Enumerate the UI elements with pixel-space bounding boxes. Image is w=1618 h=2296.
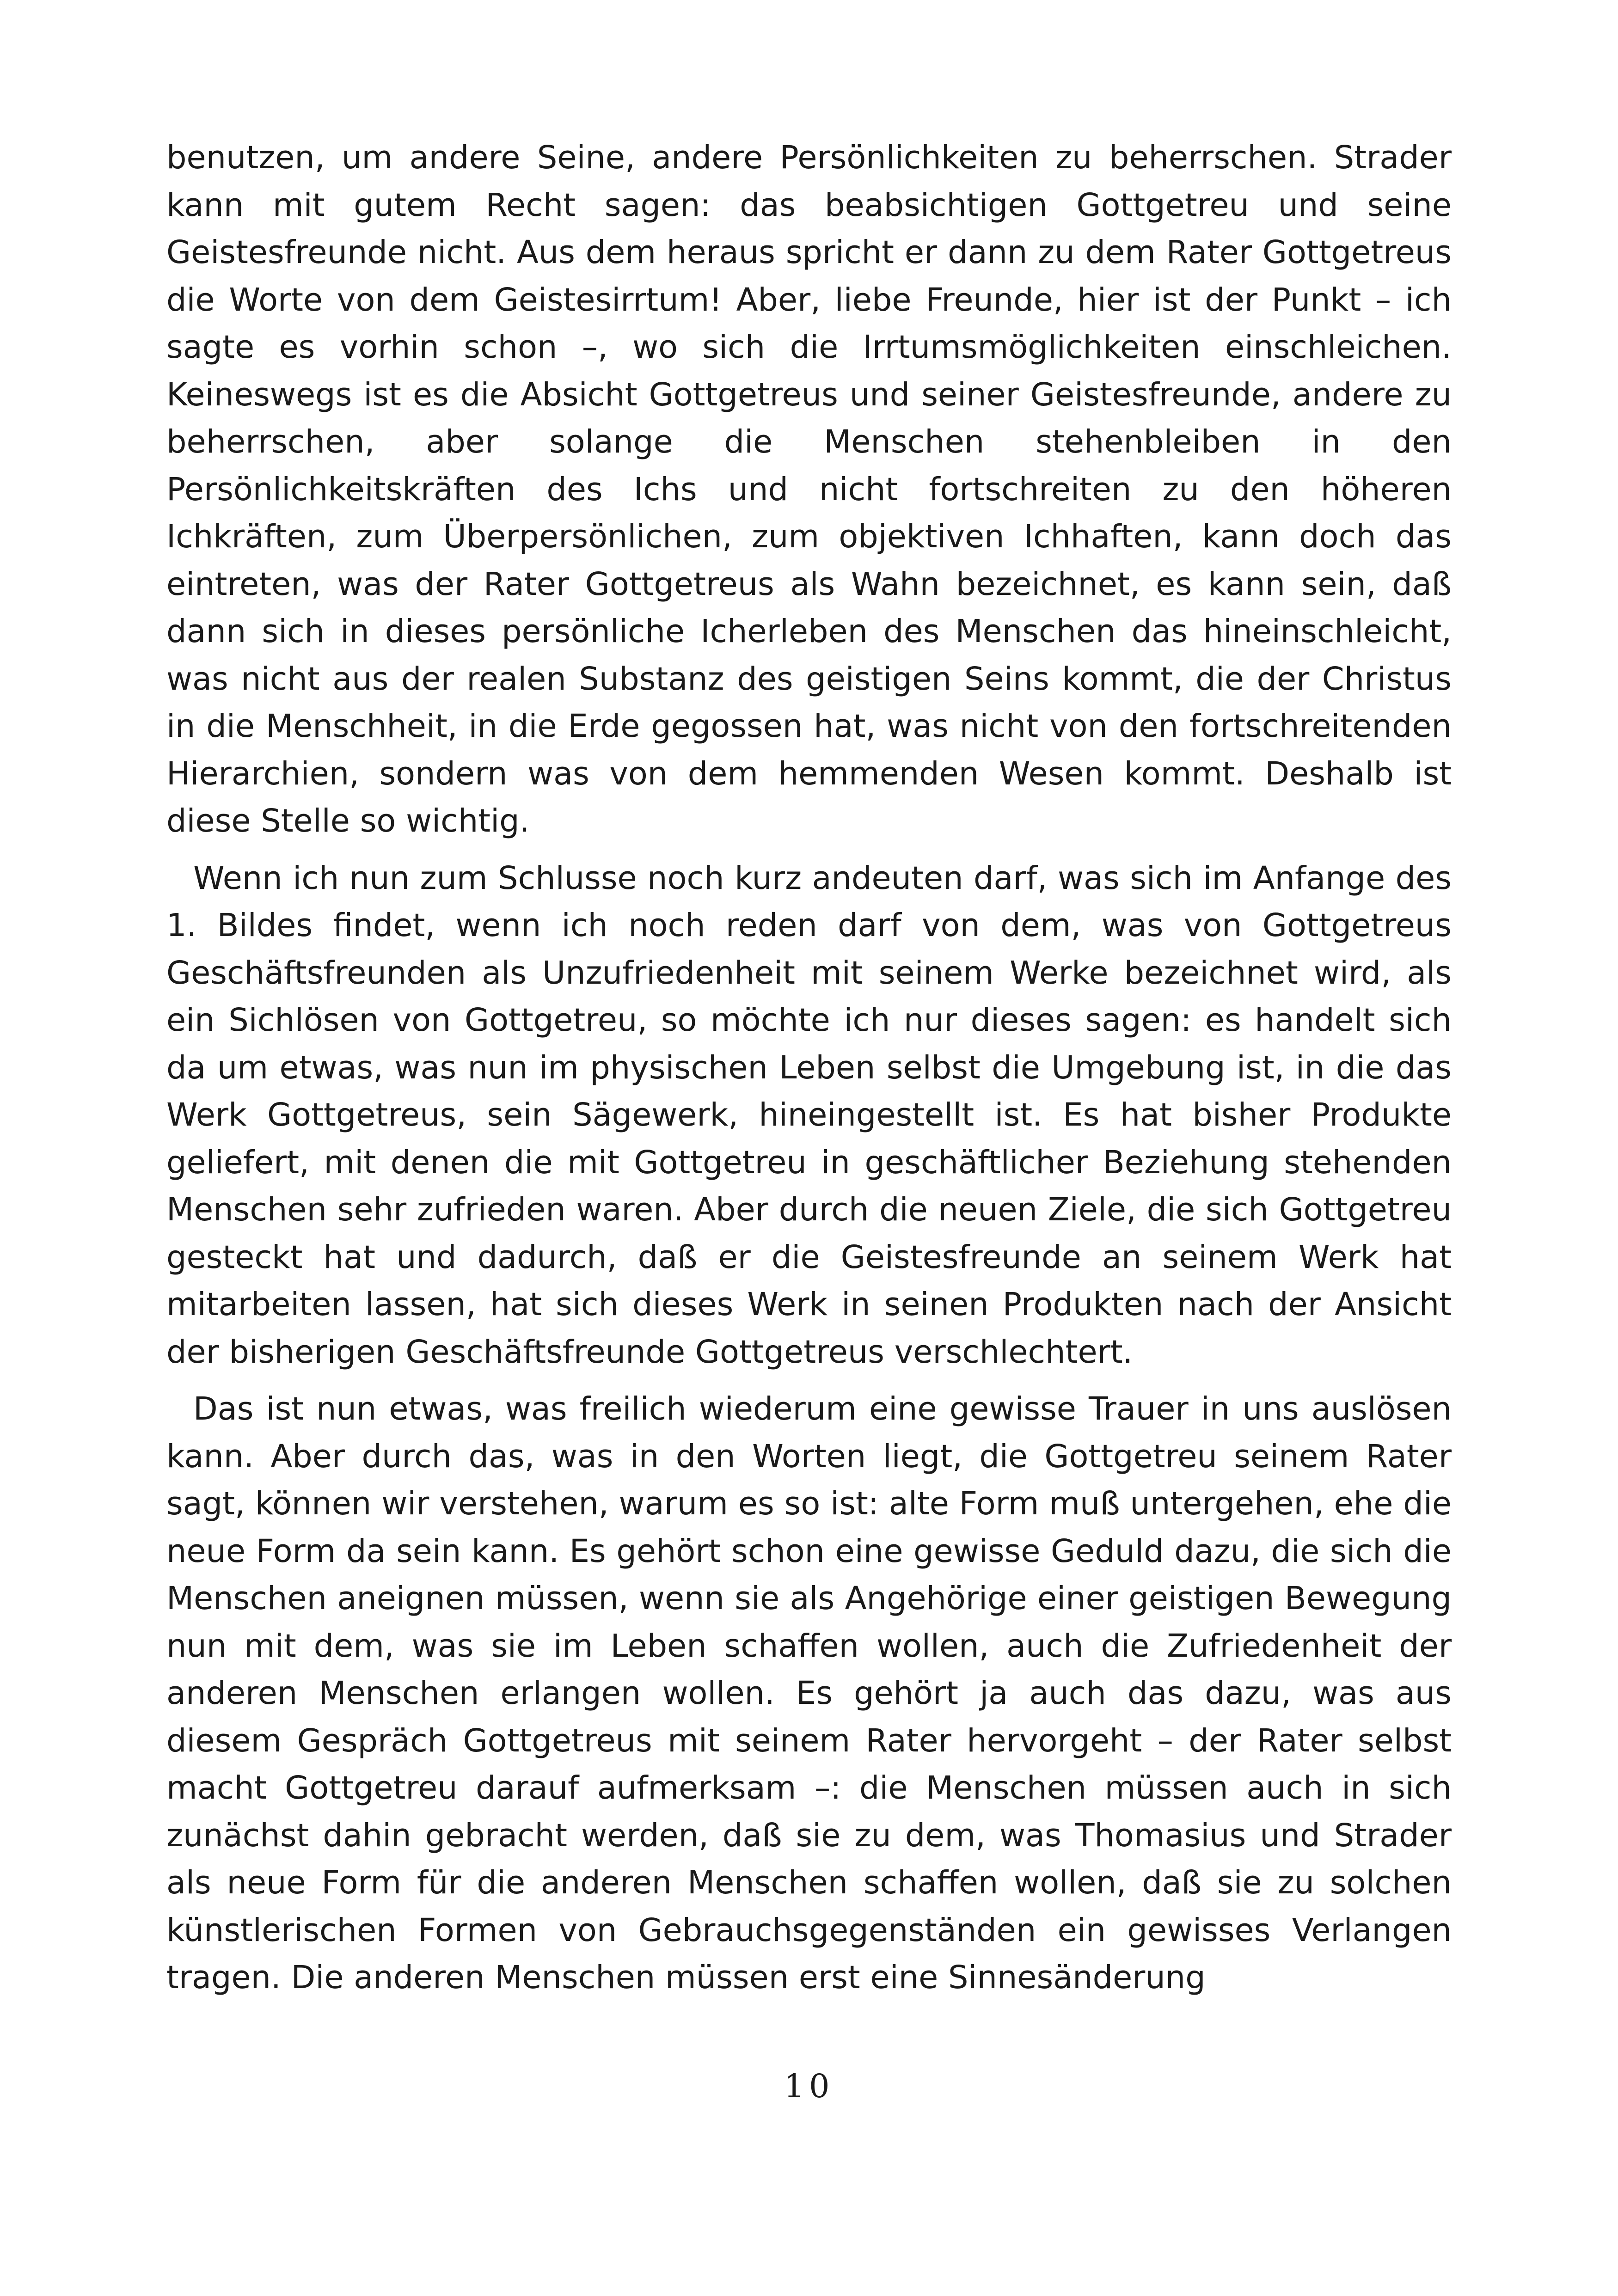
paragraph-old-form: Das ist nun etwas, was freilich wiederum eine gewisse Trauer in uns auslösen kann. Aber durch das, was in den Worten liegt, die Gottgetreu seinem Rater sagt, können wir verstehen, warum es so ist: alte Form muß untergehen, ehe die neue Form da sein kann. Es gehört schon eine gewisse Geduld dazu, die sich die Menschen aneignen müssen, wenn sie als Angehörige einer geistigen Bewegung nun mit dem, was sie im Leben schaffen wollen, auch die Zufriedenheit der anderen Menschen erlangen wollen. Es gehört ja auch das dazu, was aus diesem Gespräch Gottgetreus mit seinem Rater hervorgeht – der Rater selbst macht Gottgetreu darauf aufmerksam –: die Menschen müssen auch in sich zunächst dahin gebracht werden, daß sie zu dem, was Thomasius und Strader als neue Form für die anderen Menschen schaffen wollen, daß sie zu solchen künstlerischen Formen von Gebrauchsgegenständen ein gewisses Verlangen tragen. Die anderen Menschen müssen erst eine Sinnesänderung (166, 1390, 1452, 1996)
page-number: 10 (784, 2067, 834, 2105)
page-body (166, 134, 1452, 2002)
paragraph-continuation: benutzen, um andere Seine, andere Persönlichkeiten zu beherrschen. Strader kann mit gutem Recht sagen: das beabsichtigen Gottgetreu und seine Geistesfreunde nicht. Aus dem heraus spricht er dann zu dem Rater Gottgetreus die Worte von dem Geistesirrtum! Aber, liebe Freunde, hier ist der Punkt – ich sagte es vorhin schon –, wo sich die Irrtumsmöglichkeiten einschleichen. Keineswegs ist es die Absicht Gottgetreus und seiner Geistesfreunde, andere zu beherrschen, aber solange die Menschen stehenbleiben in den Persönlichkeitskräften des Ichs und nicht fortschreiten zu den höheren Ichkräften, zum Überpersönlichen, zum objektiven Ichhaften, kann doch das eintreten, was der Rater Gottgetreus als Wahn bezeichnet, es kann sein, daß dann sich in dieses persönliche Icherleben des Menschen das hineinschleicht, was nicht aus der realen Substanz des geistigen Seins kommt, die der Christus in die Menschheit, in die Erde gegossen hat, was nicht von den fortschreitenden Hierarchien, sondern was von dem hemmenden Wesen kommt. Deshalb ist diese Stelle so wichtig. (166, 139, 1452, 839)
paragraph-closing-remarks: Wenn ich nun zum Schlusse noch kurz andeuten darf, was sich im Anfange des 1. Bildes findet, wenn ich noch reden darf von dem, was von Gottgetreus Geschäftsfreunden als Unzufriedenheit mit seinem Werke bezeichnet wird, als ein Sichlösen von Gottgetreu, so möchte ich nur dieses sagen: es handelt sich da um etwas, was nun im physischen Leben selbst die Umgebung ist, in die das Werk Gottgetreus, sein Sägewerk, hineingestellt ist. Es hat bisher Produkte geliefert, mit denen die mit Gottgetreu in geschäftlicher Beziehung stehenden Menschen sehr zufrieden waren. Aber durch die neuen Ziele, die sich Gottgetreu gesteckt hat und dadurch, daß er die Geistesfreunde an seinem Werk hat mitarbeiten lassen, hat sich dieses Werk in seinen Produkten nach der Ansicht der bisherigen Geschäftsfreunde Gottgetreus verschlechtert. (166, 859, 1452, 1371)
